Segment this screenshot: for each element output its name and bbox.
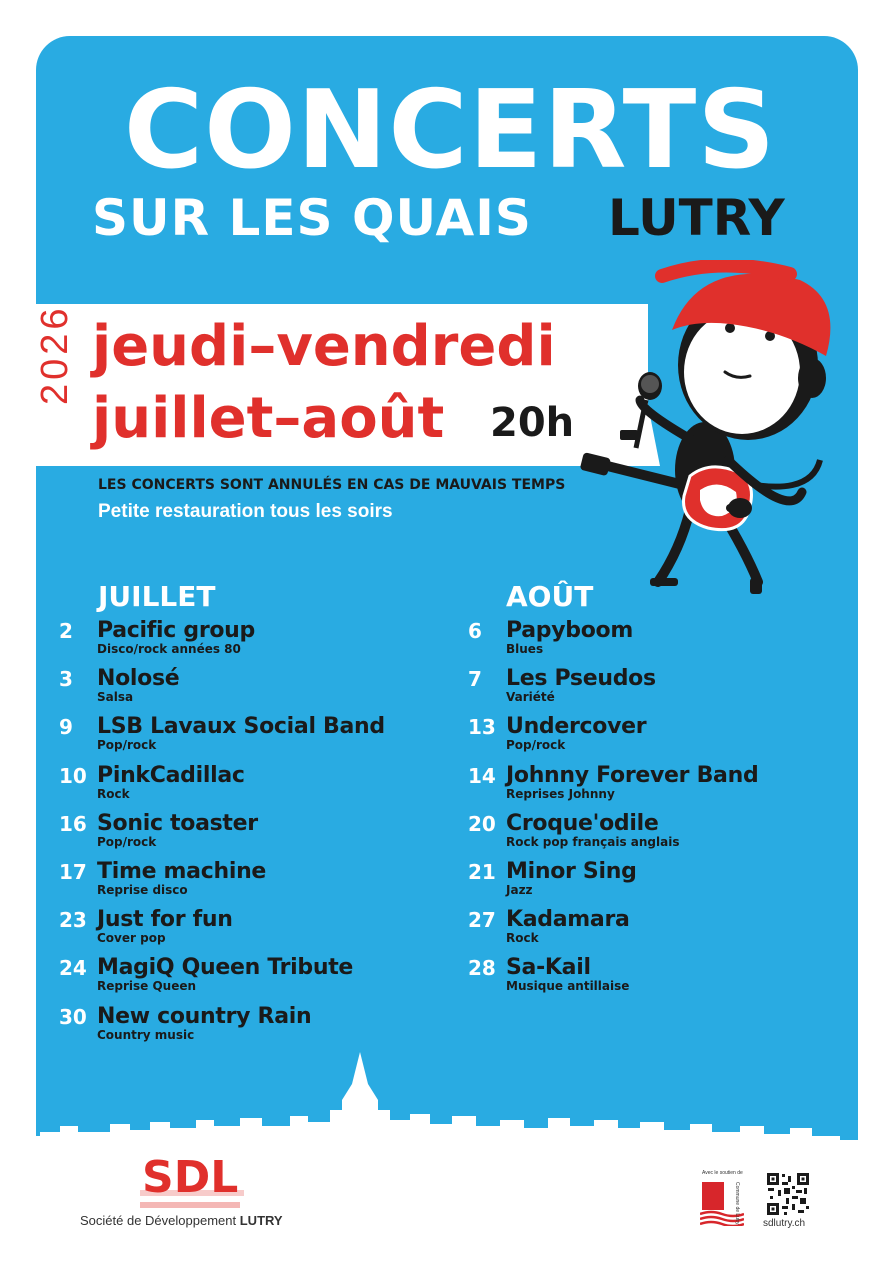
concert-day: 2 <box>59 619 73 643</box>
concert-day: 10 <box>59 763 87 788</box>
organization-prefix: Société de Développement <box>80 1213 237 1228</box>
days-label: jeudi–vendredi <box>92 314 556 379</box>
concert-genre: Country music <box>97 1027 195 1042</box>
concert-genre: Blues <box>506 642 544 656</box>
concert-day: 27 <box>468 908 496 933</box>
lutry-skyline-silhouette <box>0 1040 892 1180</box>
concert-day: 9 <box>59 715 73 740</box>
concert-name: Just for fun <box>97 907 233 933</box>
concert-item <box>59 955 439 1003</box>
concert-name: Kadamara <box>506 907 630 933</box>
poster-subtitle: SUR LES QUAIS <box>92 189 532 247</box>
august-heading: AOÛT <box>506 580 594 613</box>
concert-item <box>59 907 439 955</box>
concert-day: 21 <box>468 859 496 884</box>
concert-day: 24 <box>59 956 87 981</box>
concert-name: Croque'odile <box>506 810 659 836</box>
website-link[interactable]: sdlutry.ch <box>763 1218 806 1229</box>
concert-item <box>468 811 848 859</box>
concert-item <box>59 811 439 859</box>
concert-name: Undercover <box>506 714 647 740</box>
poster-city: LUTRY <box>608 189 785 247</box>
food-info: Petite restauration tous les soirs <box>98 501 393 522</box>
concert-genre: Rock pop français anglais <box>506 834 680 849</box>
concert-item <box>59 714 439 762</box>
concert-item <box>468 763 848 811</box>
concert-item <box>468 907 848 955</box>
concert-day: 7 <box>468 667 482 692</box>
start-time: 20h <box>490 400 575 446</box>
concert-name: Nolosé <box>97 666 180 692</box>
concert-day: 17 <box>59 859 87 884</box>
concert-genre: Rock <box>506 931 539 946</box>
concert-name: Les Pseudos <box>506 666 656 692</box>
july-heading: JUILLET <box>98 580 216 613</box>
concert-day: 6 <box>468 619 482 643</box>
concert-genre: Reprises Johnny <box>506 786 615 801</box>
concert-genre: Reprise disco <box>97 882 188 897</box>
concert-item <box>59 763 439 811</box>
concert-name: Sonic toaster <box>97 810 258 836</box>
concert-day: 23 <box>59 908 87 933</box>
concert-name: New country Rain <box>97 1003 312 1029</box>
concert-name: Pacific group <box>97 618 255 643</box>
concert-day: 16 <box>59 811 87 836</box>
concert-genre: Disco/rock années 80 <box>97 642 241 656</box>
concert-name: Papyboom <box>506 618 633 643</box>
concert-name: MagiQ Queen Tribute <box>97 955 354 981</box>
concert-genre: Cover pop <box>97 931 166 946</box>
concert-day: 28 <box>468 956 496 981</box>
concert-genre: Rock <box>97 786 130 801</box>
concert-item <box>468 955 848 1003</box>
concert-name: Minor Sing <box>506 858 637 884</box>
july-concert-list <box>59 618 439 1052</box>
concert-name: Time machine <box>97 858 267 884</box>
concert-day: 14 <box>468 763 496 788</box>
concert-day: 13 <box>468 715 496 740</box>
concert-genre: Variété <box>506 690 555 705</box>
concert-name: Sa-Kail <box>506 955 591 981</box>
commune-name: Commune de Lutry <box>734 1182 740 1225</box>
concert-item <box>59 618 439 666</box>
year-label: 2026 <box>34 304 76 405</box>
concert-genre: Reprise Queen <box>97 979 197 994</box>
organization-city: LUTRY <box>239 1213 283 1228</box>
concert-day: 30 <box>59 1004 87 1029</box>
monkey-guitarist-icon <box>580 260 850 600</box>
months-label: juillet–août <box>92 386 445 451</box>
concert-genre: Jazz <box>506 882 533 897</box>
concert-genre: Salsa <box>97 690 134 705</box>
august-concert-list <box>468 618 848 1004</box>
concert-item <box>468 714 848 762</box>
qr-code-icon[interactable] <box>766 1172 810 1216</box>
concert-name: LSB Lavaux Social Band <box>97 714 385 740</box>
concert-day: 3 <box>59 667 73 692</box>
concert-item <box>59 859 439 907</box>
organization-name <box>80 1213 283 1229</box>
concert-item <box>468 666 848 714</box>
concert-item <box>468 618 848 666</box>
concert-day: 20 <box>468 811 496 836</box>
weather-notice: LES CONCERTS SONT ANNULÉS EN CAS DE MAUVAIS TEMPS <box>98 477 566 493</box>
concert-name: Johnny Forever Band <box>506 762 759 788</box>
concert-item <box>468 859 848 907</box>
poster-title: CONCERTS <box>123 68 777 193</box>
concert-genre: Pop/rock <box>97 738 157 753</box>
concert-genre: Pop/rock <box>506 738 566 753</box>
concert-genre: Pop/rock <box>97 834 157 849</box>
concert-name: PinkCadillac <box>97 762 245 788</box>
support-label: Avec le soutien de <box>702 1170 743 1176</box>
sdl-logo-letters: SDL <box>142 1152 239 1203</box>
concert-item <box>59 666 439 714</box>
concert-genre: Musique antillaise <box>506 979 630 994</box>
sdl-logo-icon <box>138 1150 246 1212</box>
